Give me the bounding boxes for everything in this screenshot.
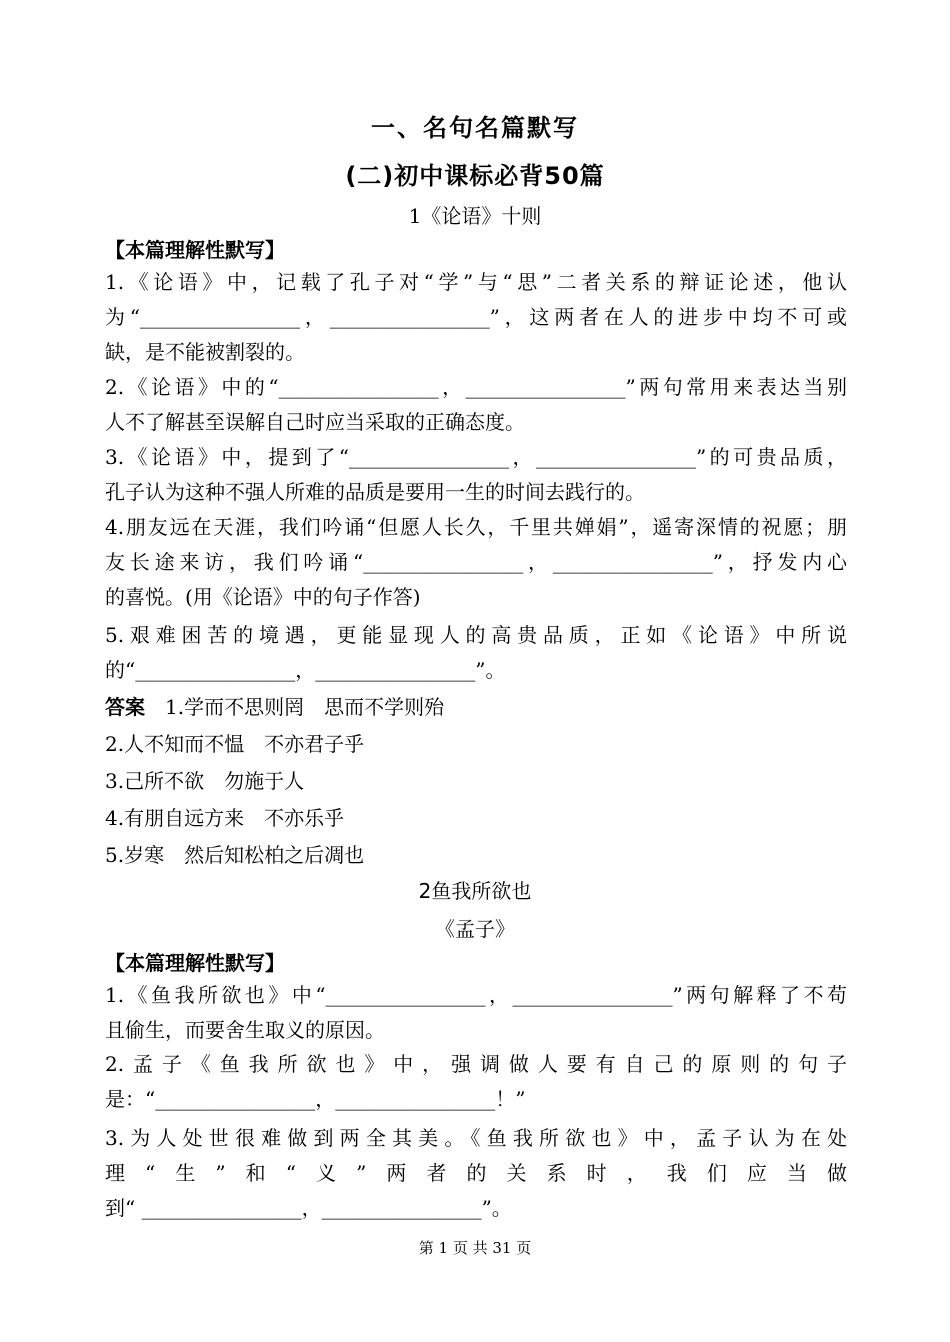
text-line: 4.朋友远在天涯，我们吟诵“但愿人长久，千里共婵娟”，遥寄深情的祝愿；朋 xyxy=(105,515,847,539)
text-line: 缺，是不能被割裂的。 xyxy=(105,340,305,364)
page-heading: 一、名句名篇默写 xyxy=(371,114,579,142)
page-footer: 第 1 页 共 31 页 xyxy=(418,1239,532,1257)
text-line: 的喜悦。(用《论语》中的句子作答) xyxy=(105,585,421,609)
answer-line: 3.己所不欲 勿施于人 xyxy=(105,769,305,793)
section1-question-5 xyxy=(105,618,847,688)
section2-question-2 xyxy=(105,1047,847,1117)
text-line: 是：“________________，________________！” xyxy=(105,1087,526,1111)
text-line: 友长途来访，我们吟诵“________________，________________”，抒发内心 xyxy=(105,550,847,574)
text-line: 孔子认为这种不强人所难的品质是要用一生的时间去践行的。 xyxy=(105,480,645,504)
section1-question-1 xyxy=(105,265,847,370)
text-line: 2.孟子《鱼我所欲也》中，强调做人要有自己的原则的句子 xyxy=(105,1052,847,1076)
text-line: 且偷生，而要舍生取义的原因。 xyxy=(105,1018,385,1042)
text-line: 理“生”和“义”两者的关系时，我们应当做 xyxy=(105,1161,847,1185)
section2-source: 《孟子》 xyxy=(435,917,515,941)
answer-line: 5.岁寒 然后知松柏之后凋也 xyxy=(105,843,365,867)
page-subheading: (二)初中课标必背50篇 xyxy=(345,162,605,190)
text-line: 人不了解甚至误解自己时应当采取的正确态度。 xyxy=(105,410,525,434)
section2-question-3 xyxy=(105,1121,847,1226)
section1-question-4 xyxy=(105,510,847,615)
section1-answers xyxy=(105,689,847,874)
answer-line: 4.有朋自远方来 不亦乐乎 xyxy=(105,806,345,830)
answer-line: 2.人不知而不愠 不亦君子乎 xyxy=(105,732,365,756)
answer-line xyxy=(105,689,847,726)
section2-title: 2鱼我所欲也 xyxy=(418,879,532,903)
section1-title: 1《论语》十则 xyxy=(408,204,542,228)
text-line: 1.《鱼我所欲也》中“________________，________________”两句解释了不苟 xyxy=(105,983,847,1007)
text-line: 5.艰难困苦的境遇，更能显现人的高贵品质，正如《论语》中所说 xyxy=(105,623,847,647)
section1-label: 【本篇理解性默写】 xyxy=(105,238,285,262)
text-line: 为“________________，________________”，这两者在人的进步中均不可或 xyxy=(105,305,847,329)
section2-label: 【本篇理解性默写】 xyxy=(105,951,285,975)
section1-question-3 xyxy=(105,440,847,510)
answer-label: 答案 xyxy=(105,695,145,719)
text-line: 到“ ________________，________________”。 xyxy=(105,1196,512,1220)
text-line: 3.《论语》中，提到了“________________，________________”的可贵品质， xyxy=(105,445,847,469)
section2-question-1 xyxy=(105,978,847,1048)
text-line: 2.《论语》中的“________________，________________”两句常用来表达当别 xyxy=(105,375,847,399)
text-line: 3.为人处世很难做到两全其美。《鱼我所欲也》中，孟子认为在处 xyxy=(105,1126,847,1150)
section1-question-2 xyxy=(105,370,847,440)
text-line: 1.《论语》中，记载了孔子对“学”与“思”二者关系的辩证论述，他认 xyxy=(105,270,847,294)
answer-text: 1.学而不思则罔 思而不学则殆 xyxy=(165,695,445,719)
text-line: 的“________________，________________”。 xyxy=(105,658,506,682)
